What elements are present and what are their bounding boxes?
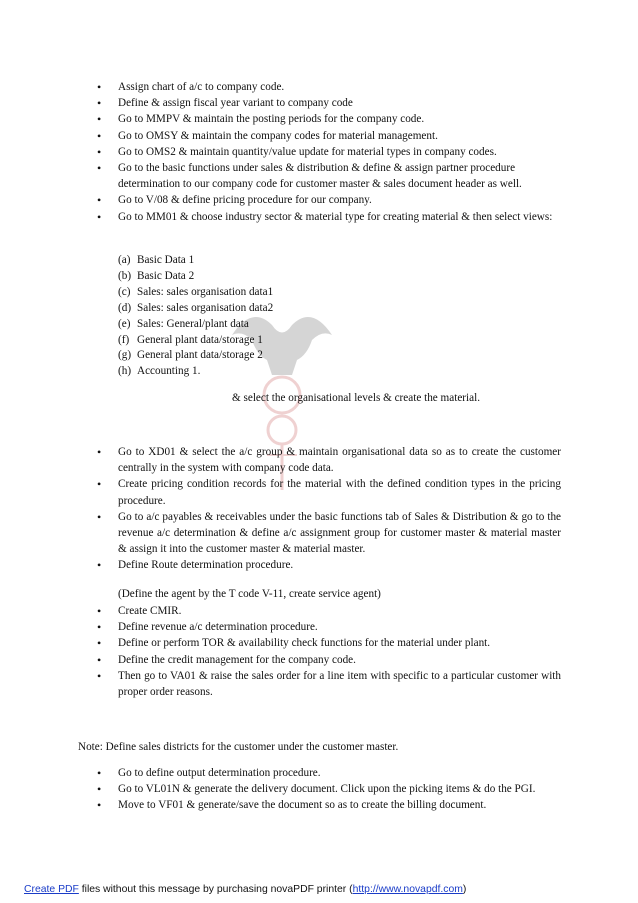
view-letter: (d) [118,301,132,314]
view-item [118,333,438,349]
view-letter: (a) [118,254,131,266]
view-text: General plant data/storage 1 [137,333,263,346]
setup-steps-list [95,79,561,225]
list-item: • Define Route determination procedure. [95,557,561,573]
novapdf-link[interactable]: http://www.novapdf.com [352,884,463,895]
list-item: • Then go to VA01 & raise the sales order for a line item with specific to a particular customer with proper order reasons. [95,668,561,700]
list-item: • Go to OMS2 & maintain quantity/value update for material types in company codes. [95,144,561,160]
delivery-billing-steps-list [95,765,561,814]
view-letter: (b) [118,269,132,282]
view-text: Accounting 1. [137,365,201,378]
customer-steps-list [95,444,561,574]
list-item: • Define revenue a/c determination procedure. [95,619,561,635]
view-letter: (c) [118,285,131,298]
pdf-footer [24,884,466,895]
view-item [118,269,438,285]
view-text: Sales: sales organisation data1 [137,285,274,298]
list-item: • Define & assign fiscal year variant to company code [95,95,561,111]
list-item: • Create CMIR. [95,603,561,619]
view-text: Sales: sales organisation data2 [137,301,274,314]
view-letter: (e) [118,317,131,330]
list-item: • Go to OMSY & maintain the company codes for material management. [95,128,561,144]
view-letter: (f) [118,333,130,346]
list-item: • Go to XD01 & select the a/c group & maintain organisational data so as to create the customer centrally in the system with company code data. [95,444,561,476]
order-steps-list [95,603,561,700]
list-item: • Create pricing condition records for the material with the defined condition types in the pricing procedure. [95,476,561,508]
view-item [118,364,438,380]
view-item [118,301,438,317]
view-text: Basic Data 2 [137,269,195,282]
view-item [118,285,438,301]
sales-districts-note: Note: Define sales districts for the customer under the customer master. [78,741,399,753]
list-item: • Go to a/c payables & receivables under the basic functions tab of Sales & Distribution & go to the revenue a/c determination & define a/c assignment group for customer master & material master & assign it into the customer master & material master. [95,509,561,558]
list-item: • Go to MMPV & maintain the posting periods for the company code. [95,111,561,127]
view-text: General plant data/storage 2 [137,349,263,362]
list-item: • Go to V/08 & define pricing procedure for our company. [95,192,561,208]
list-item: • Go to MM01 & choose industry sector & material type for creating material & then select views: [95,209,561,225]
select-org-levels-text: & select the organisational levels & create the material. [232,392,480,404]
list-item: • Go to the basic functions under sales & distribution & define & assign partner procedure determination to our company code for customer master & sales document header as well. [95,160,561,192]
view-item [118,348,438,364]
agent-note-text: (Define the agent by the T code V-11, create service agent) [118,588,381,600]
view-item [118,317,438,333]
list-item: • Define or perform TOR & availability check functions for the material under plant. [95,635,561,651]
material-views-list [118,253,438,380]
list-item: • Define the credit management for the company code. [95,652,561,668]
list-item: • Go to VL01N & generate the delivery document. Click upon the picking items & do the PGI. [95,781,561,797]
list-item: • Go to define output determination procedure. [95,765,561,781]
view-letter: (g) [118,349,132,362]
view-item [118,253,438,269]
list-item: • Move to VF01 & generate/save the document so as to create the billing document. [95,797,561,813]
view-text: Basic Data 1 [137,254,195,266]
list-item: • Assign chart of a/c to company code. [95,79,561,95]
view-letter: (h) [118,365,132,378]
footer-close: ) [462,884,467,895]
footer-text: files without this message by purchasing novaPDF printer ( [78,884,353,895]
view-text: Sales: General/plant data [137,317,249,330]
create-pdf-link[interactable]: Create PDF [24,884,79,895]
